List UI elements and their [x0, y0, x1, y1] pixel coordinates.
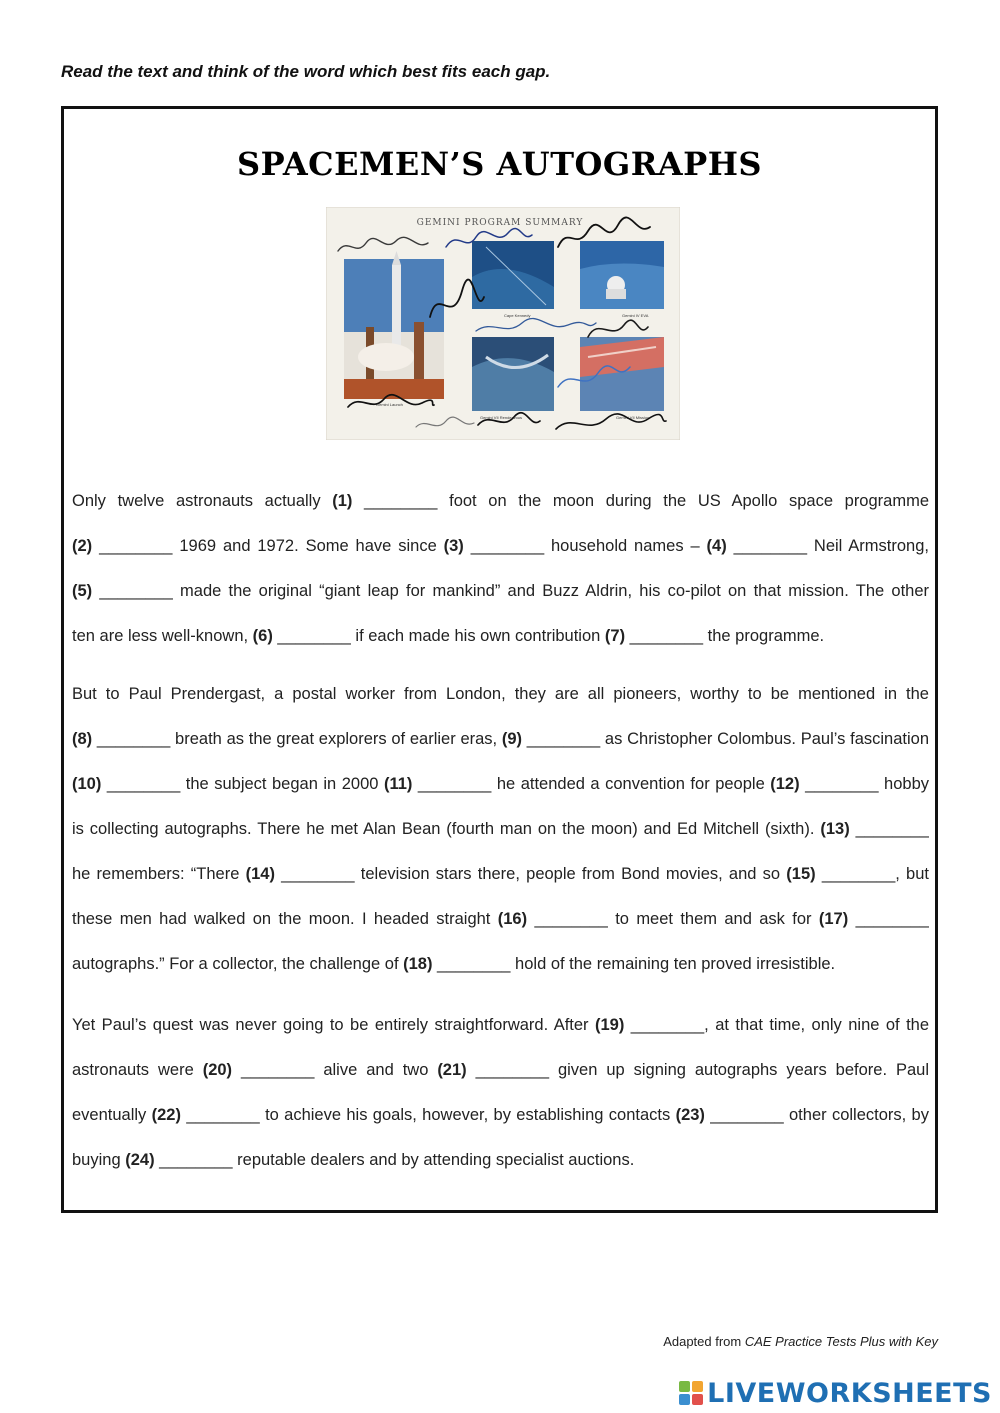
passage-text: ________ reputable dealers and by attending specialist auctions.: [154, 1151, 635, 1169]
passage-text: ________ hold of the remaining ten proved irresistible.: [432, 955, 836, 973]
passage-line: [72, 807, 929, 852]
passage-line: [72, 852, 929, 897]
gap-number: (14): [245, 865, 275, 883]
passage-line: [72, 569, 929, 614]
gap-number: (16): [497, 910, 528, 928]
passage-text: autographs.” For a collector, the challenge of: [72, 955, 404, 973]
page-title: SPACEMEN’S AUTOGRAPHS: [236, 145, 763, 183]
passage-line: [72, 524, 929, 569]
passage-text: ________ breath as the great explorers of earlier eras,: [92, 730, 502, 748]
gap-number: (9): [501, 730, 523, 748]
passage-text: ________: [849, 820, 929, 838]
passage-text: buying: [72, 1151, 126, 1169]
gap-number: (3): [443, 537, 464, 555]
gap-number: (18): [403, 955, 433, 973]
liveworksheets-brand[interactable]: [679, 1377, 992, 1409]
passage-line: [72, 1093, 929, 1138]
gap-number: (4): [706, 537, 727, 555]
passage-text: ________ Neil Armstrong,: [726, 537, 929, 555]
passage-paragraph-3: [72, 1003, 929, 1183]
passage-text: ________ hobby: [799, 775, 929, 793]
passage-text: ________ other collectors, by: [704, 1106, 929, 1124]
gap-number: (21): [437, 1061, 467, 1079]
passage-text: ________ he attended a convention for people: [412, 775, 771, 793]
passage-line: [72, 672, 929, 717]
gap-number: (6): [252, 627, 273, 645]
gap-number: (2): [72, 537, 93, 555]
passage-line: [72, 717, 929, 762]
photo-header: GEMINI PROGRAM SUMMARY: [416, 218, 584, 228]
photo-caption-cape: Cape Kennedy: [504, 313, 531, 318]
passage-text: eventually: [72, 1106, 152, 1124]
gap-number: (17): [818, 910, 849, 928]
passage-text: ________: [848, 910, 929, 928]
passage-line: [72, 1003, 929, 1048]
passage-text: ________ the subject began in 2000: [101, 775, 384, 793]
passage-text: ________, but: [815, 865, 929, 883]
passage-text: ________ as Christopher Colombus. Paul’s fascination: [522, 730, 929, 748]
gap-number: (12): [770, 775, 800, 793]
gap-number: (7): [604, 627, 626, 645]
passage-text: astronauts were: [72, 1061, 203, 1079]
gap-number: (15): [786, 865, 816, 883]
passage-paragraph-2: [72, 672, 929, 987]
passage-text: ________ to meet them and ask for: [527, 910, 819, 928]
gap-number: (19): [594, 1016, 625, 1034]
brand-name: LIVEWORKSHEETS: [707, 1377, 992, 1409]
gap-number: (20): [202, 1061, 233, 1079]
passage-paragraph-1: [72, 479, 929, 659]
gap-number: (11): [383, 775, 413, 793]
passage-text: is collecting autographs. There he met Alan Bean (fourth man on the moon) and Ed Mitchell (sixth).: [72, 820, 821, 838]
gap-number: (10): [72, 775, 102, 793]
passage-text: ________ given up signing autographs years before. Paul: [466, 1061, 929, 1079]
photo-caption-mission: Gemini VII Mission: [616, 415, 650, 420]
passage-text: these men had walked on the moon. I headed straight: [72, 910, 498, 928]
passage-line: [72, 897, 929, 942]
photo-caption-launch: Gemini Launch: [376, 402, 403, 407]
gap-number: (22): [151, 1106, 181, 1124]
passage-text: ________ if each made his own contribution: [272, 627, 605, 645]
passage-line: [72, 479, 929, 524]
passage-text: ten are less well-known,: [72, 627, 253, 645]
source-credit: [663, 1334, 938, 1349]
photo-caption-eva: Gemini IV EVA: [622, 313, 649, 318]
passage-text: ________, at that time, only nine of the: [624, 1016, 929, 1034]
passage-line: [72, 1048, 929, 1093]
gap-number: (8): [72, 730, 93, 748]
autographed-photo: [326, 207, 680, 440]
passage-text: ________ television stars there, people from Bond movies, and so: [274, 865, 787, 883]
gap-number: (23): [675, 1106, 705, 1124]
liveworksheets-logo-icon: [679, 1381, 703, 1405]
passage-text: ________ household names –: [463, 537, 707, 555]
passage-text: ________ 1969 and 1972. Some have since: [92, 537, 444, 555]
gap-number: (5): [72, 582, 93, 600]
photo-caption-rendezvous: Gemini VII Rendezvous: [480, 415, 523, 420]
passage-text: Yet Paul’s quest was never going to be entirely straightforward. After: [72, 1016, 595, 1034]
passage-text: ________ the programme.: [625, 627, 825, 645]
passage-text: Only twelve astronauts actually: [72, 492, 333, 510]
passage-text: ________ made the original “giant leap for mankind” and Buzz Aldrin, his co-pilot on that mission. The other: [92, 582, 929, 600]
passage-text: But to Paul Prendergast, a postal worker from London, they are all pioneers, worthy to be mentioned in the: [72, 685, 929, 703]
passage-line: [72, 762, 929, 807]
passage-text: he remembers: “There: [72, 865, 246, 883]
passage-line: [72, 1138, 929, 1183]
passage-line: [72, 614, 929, 659]
passage-text: ________ foot on the moon during the US Apollo space programme: [352, 492, 929, 510]
gap-number: (13): [820, 820, 850, 838]
gap-number: (1): [332, 492, 353, 510]
passage-text: ________ to achieve his goals, however, by establishing contacts: [180, 1106, 676, 1124]
credit-prefix: Adapted from: [663, 1334, 745, 1349]
worksheet-frame: [61, 106, 938, 1213]
passage-text: ________ alive and two: [232, 1061, 438, 1079]
credit-source: CAE Practice Tests Plus with Key: [744, 1334, 938, 1349]
passage-line: [72, 942, 929, 987]
instruction-text: Read the text and think of the word which best fits each gap.: [61, 62, 551, 81]
gap-number: (24): [125, 1151, 155, 1169]
